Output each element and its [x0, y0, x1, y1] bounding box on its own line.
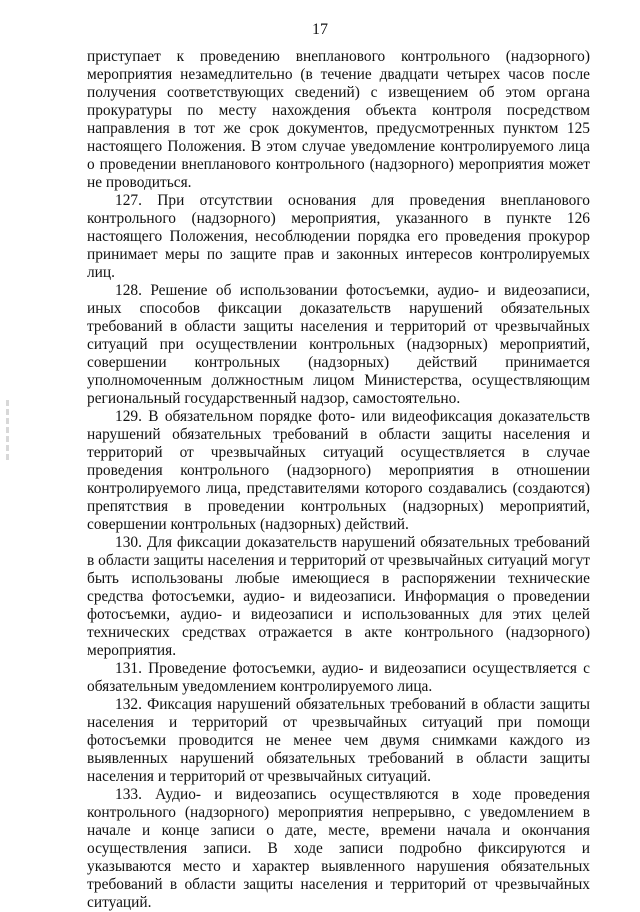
paragraph-131: 131. Проведение фотосъемки, аудио- и видеозаписи осуществляется с обязательным уведомлением контролируемого лица. [87, 660, 590, 695]
paragraph-continuation: приступает к проведению внепланового контрольного (надзорного) мероприятия незамедлительно (в течение двадцати четырех часов после получения соответствующих сведений) с извещением об этом органа прокуратуры по месту нахождения объекта контроля посредством направления в тот же срок документов, предусмотренных пунктом 125 настоящего Положения. В этом случае уведомление контролируемого лица о проведении внепланового контрольного (надзорного) мероприятия может не проводиться. [87, 48, 590, 191]
document-body [87, 48, 590, 912]
paragraph-127: 127. При отсутствии основания для проведения внепланового контрольного (надзорного) мероприятия, указанного в пункте 126 настоящего Положения, несоблюдении порядка его проведения прокурор принимает меры по защите прав и законных интересов контролируемых лиц. [87, 192, 590, 281]
paragraph-129: 129. В обязательном порядке фото- или видеофиксация доказательств нарушений обязательных требований в области защиты населения и территорий от чрезвычайных ситуаций осуществляется в случае проведения контрольного (надзорного) мероприятия в отношении контролируемого лица, представителями которого создавались (создаются) препятствия в проведении контрольных (надзорных) мероприятий, совершении контрольных (надзорных) действий. [87, 408, 590, 533]
paragraph-130: 130. Для фиксации доказательств нарушений обязательных требований в области защиты населения и территорий от чрезвычайных ситуаций могут быть использованы любые имеющиеся в распоряжении технические средства фотосъемки, аудио- и видеозаписи. Информация о проведении фотосъемки, аудио- и видеозаписи и использованных для этих целей технических средствах отражается в акте контрольного (надзорного) мероприятия. [87, 534, 590, 659]
page-number: 17 [312, 21, 328, 38]
paragraph-133: 133. Аудио- и видеозапись осуществляются в ходе проведения контрольного (надзорного) мероприятия непрерывно, с уведомлением в начале и конце записи о дате, месте, времени начала и окончания осуществления записи. В ходе записи подробно фиксируются и указываются место и характер выявленного нарушения обязательных требований в области защиты населения и территорий от чрезвычайных ситуаций. [87, 786, 590, 911]
paragraph-132: 132. Фиксация нарушений обязательных требований в области защиты населения и территорий от чрезвычайных ситуаций при помощи фотосъемки проводится не менее чем двумя снимками каждого из выявленных нарушений обязательных требований в области защиты населения и территорий от чрезвычайных ситуаций. [87, 696, 590, 785]
scan-margin-mark [6, 400, 9, 462]
paragraph-128: 128. Решение об использовании фотосъемки, аудио- и видеозаписи, иных способов фиксации доказательств нарушений обязательных требований в области защиты населения и территорий от чрезвычайных ситуаций при осуществлении контрольных (надзорных) мероприятий, совершении контрольных (надзорных) действий принимается уполномоченным должностным лицом Министерства, осуществляющим региональный государственный надзор, самостоятельно. [87, 282, 590, 407]
